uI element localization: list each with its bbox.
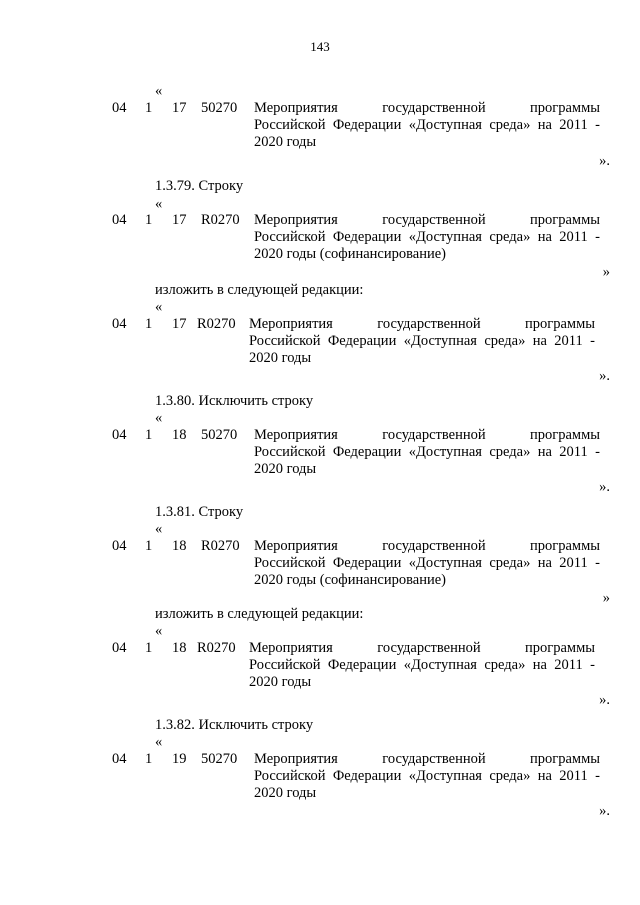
code-program: 17: [172, 212, 187, 228]
description-line: 2020 годы: [249, 350, 312, 366]
row-description: [254, 538, 600, 589]
description-line: Мероприятия государственной программы: [254, 100, 600, 116]
description-line: Мероприятия государственной программы: [249, 640, 595, 656]
code-section: 04: [112, 316, 127, 332]
opening-quote: «: [155, 623, 163, 639]
code-section: 04: [112, 751, 127, 767]
closing-quote: ».: [599, 479, 610, 495]
row-description: [249, 640, 595, 691]
code-program: 19: [172, 751, 187, 767]
description-line: 2020 годы: [254, 461, 317, 477]
description-line: Российской Федерации «Доступная среда» на 2011 -: [254, 117, 600, 133]
page-number: 143: [310, 39, 330, 54]
code-direction: 50270: [201, 100, 238, 116]
code-program: 17: [172, 100, 187, 116]
opening-quote: «: [155, 299, 163, 315]
code-subsection: 1: [145, 316, 153, 332]
description-line: Российской Федерации «Доступная среда» на 2011 -: [254, 444, 600, 460]
description-line: 2020 годы: [249, 674, 312, 690]
instruction-replace: изложить в следующей редакции:: [155, 606, 364, 622]
code-section: 04: [112, 538, 127, 554]
code-program: 17: [172, 316, 187, 332]
code-section: 04: [112, 427, 127, 443]
code-program: 18: [172, 538, 187, 554]
code-section: 04: [112, 212, 127, 228]
description-line: 2020 годы: [254, 134, 317, 150]
code-direction: R0270: [197, 640, 236, 656]
closing-quote: ».: [599, 692, 610, 708]
row-description: [249, 316, 595, 367]
code-direction: R0270: [201, 538, 240, 554]
description-line: Мероприятия государственной программы: [254, 538, 600, 554]
description-line: Мероприятия государственной программы: [254, 427, 600, 443]
instruction-1-3-80: 1.3.80. Исключить строку: [155, 393, 314, 409]
code-subsection: 1: [145, 100, 153, 116]
closing-quote: ».: [599, 803, 610, 819]
description-line: Российской Федерации «Доступная среда» на 2011 -: [254, 229, 600, 245]
row-description: [254, 427, 600, 478]
opening-quote: «: [155, 521, 163, 537]
description-line: Мероприятия государственной программы: [254, 751, 600, 767]
closing-quote: ».: [599, 153, 610, 169]
code-program: 18: [172, 640, 187, 656]
description-line: Российской Федерации «Доступная среда» на 2011 -: [254, 768, 600, 784]
opening-quote: «: [155, 734, 163, 750]
code-direction: R0270: [201, 212, 240, 228]
code-direction: 50270: [201, 751, 238, 767]
code-program: 18: [172, 427, 187, 443]
description-line: 2020 годы: [254, 785, 317, 801]
opening-quote: «: [155, 196, 163, 212]
description-line: Российской Федерации «Доступная среда» на 2011 -: [254, 555, 600, 571]
instruction-1-3-79: 1.3.79. Строку: [155, 178, 244, 194]
code-direction: R0270: [197, 316, 236, 332]
code-subsection: 1: [145, 751, 153, 767]
code-subsection: 1: [145, 212, 153, 228]
instruction-replace: изложить в следующей редакции:: [155, 282, 364, 298]
instruction-1-3-82: 1.3.82. Исключить строку: [155, 717, 314, 733]
description-line: Российской Федерации «Доступная среда» на 2011 -: [249, 333, 595, 349]
closing-quote: ».: [599, 368, 610, 384]
opening-quote: «: [155, 410, 163, 426]
description-line: 2020 годы (софинансирование): [254, 246, 446, 262]
row-description: [254, 100, 600, 151]
code-subsection: 1: [145, 640, 153, 656]
closing-quote: »: [602, 264, 610, 280]
instruction-1-3-81: 1.3.81. Строку: [155, 504, 244, 520]
row-description: [254, 751, 600, 802]
code-subsection: 1: [145, 427, 153, 443]
row-description: [254, 212, 600, 263]
closing-quote: »: [602, 590, 610, 606]
description-line: Российской Федерации «Доступная среда» на 2011 -: [249, 657, 595, 673]
description-line: 2020 годы (софинансирование): [254, 572, 446, 588]
code-subsection: 1: [145, 538, 153, 554]
opening-quote: «: [155, 83, 163, 99]
code-section: 04: [112, 640, 127, 656]
description-line: Мероприятия государственной программы: [254, 212, 600, 228]
description-line: Мероприятия государственной программы: [249, 316, 595, 332]
code-direction: 50270: [201, 427, 238, 443]
code-section: 04: [112, 100, 127, 116]
